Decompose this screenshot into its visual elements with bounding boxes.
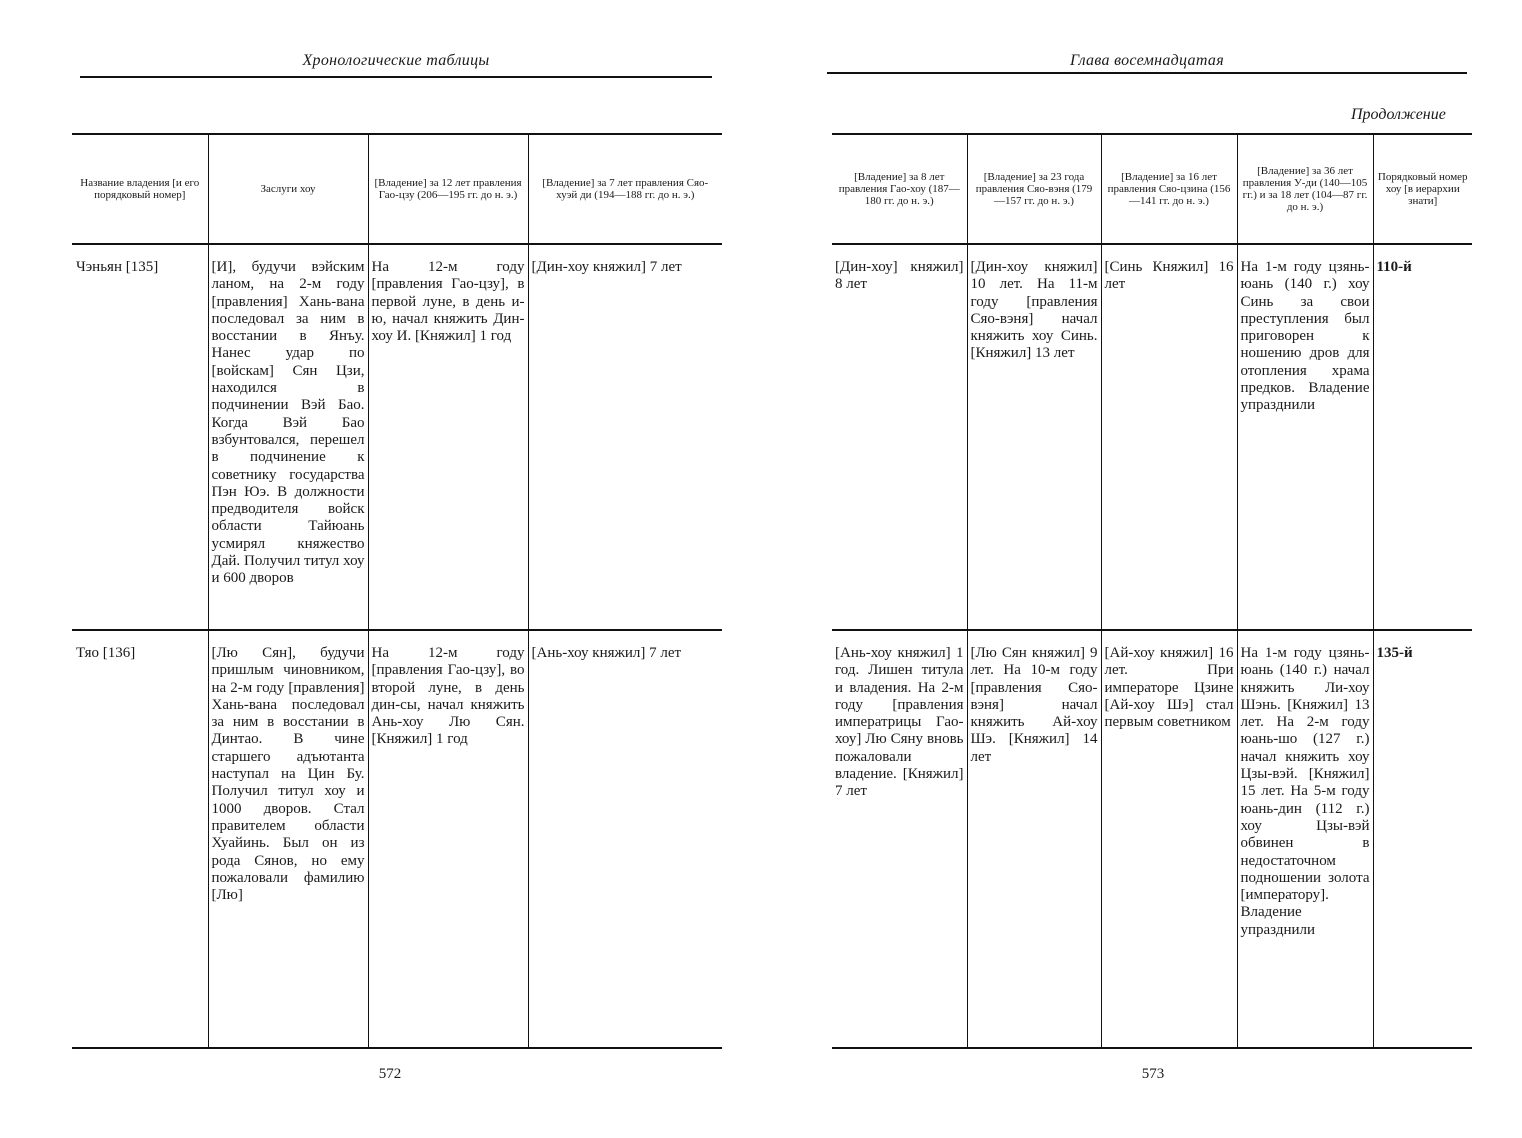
huidi-cell: [Ань-хоу княжил] 7 лет [528, 630, 722, 1048]
chronology-table [72, 133, 722, 1049]
table-header-row [832, 134, 1472, 244]
column-header: [Владение] за 36 лет правления У-ди (140—105 гг.) и за 18 лет (104—87 гг. до н. э.) [1237, 134, 1373, 244]
right-page [761, 0, 1522, 1138]
rank-cell: 135-й [1373, 630, 1472, 1048]
gaohou-cell: [Дин-хоу] княжил] 8 лет [832, 244, 967, 630]
column-header: Название владения [и его порядковый номер] [72, 134, 208, 244]
gaozu-cell: На 12-м году [правления Гао-цзу], во второй луне, в день дин-сы, начал княжить Ань-хоу Лю Сян. [Княжил] 1 год [368, 630, 528, 1048]
page-number: 573 [1141, 1066, 1165, 1082]
wudi-cell: На 1-м году цзянь-юань (140 г.) хоу Синь за свои преступления был приговорен к ношению дров для отопления храма предков. Владение упразднили [1237, 244, 1373, 630]
continued-label: Продолжение [1351, 106, 1446, 123]
jing-cell: [Синь Княжил] 16 лет [1101, 244, 1237, 630]
column-header: Заслуги хоу [208, 134, 368, 244]
gaohou-cell: [Ань-хоу княжил] 1 год. Лишен титула и владения. На 2-м году [правления императрицы Гао-хоу] Лю Сяну вновь пожаловали владение. [Княжил] 7 лет [832, 630, 967, 1048]
table-row [72, 630, 722, 1048]
table-header-row [72, 134, 722, 244]
wudi-cell: На 1-м году цзянь-юань (140 г.) начал княжить Ли-хоу Шэнь. [Княжил] 13 лет. На 2-м году юань-шо (127 г.) начал княжить хоу Цзы-вэй. [Княжил] 15 лет. На 5-м году юань-дин (112 г.) хоу Цзы-вэй обвинен в недостаточном подношении золота [императору]. Владение упразднили [1237, 630, 1373, 1048]
column-header: Порядковый номер хоу [в иерархии знати] [1373, 134, 1472, 244]
running-head: Глава восемнадцатая [1070, 52, 1224, 69]
header-rule [827, 72, 1467, 74]
column-header: [Владение] за 12 лет правления Гао-цзу (206—195 гг. до н. э.) [368, 134, 528, 244]
column-header: [Владение] за 16 лет правления Сяо-цзина (156—141 гг. до н. э.) [1101, 134, 1237, 244]
column-header: [Владение] за 7 лет правления Сяо-хуэй ди (194—188 гг. до н. э.) [528, 134, 722, 244]
table-row [832, 244, 1472, 630]
chronology-table [832, 133, 1472, 1049]
rank-cell: 110-й [1373, 244, 1472, 630]
merits-cell: [Лю Сян], будучи пришлым чиновником, на 2-м году [правления] Хань-вана последовал за ним в восстании в Динтао. В чине старшего адъютанта наступал на Цин Бу. Получил титул хоу и 1000 дворов. Стал правителем области Хуайинь. Был он из рода Сянов, но ему пожаловали фамилию [Лю] [208, 630, 368, 1048]
table-row [832, 630, 1472, 1048]
column-header: [Владение] за 8 лет правления Гао-хоу (187—180 гг. до н. э.) [832, 134, 967, 244]
fief-name-cell: Чэньян [135] [72, 244, 208, 630]
gaozu-cell: На 12-м году [правления Гао-цзу], в первой луне, в день и-ю, начал княжить Дин-хоу И. [Княжил] 1 год [368, 244, 528, 630]
running-head: Хронологические таблицы [302, 52, 490, 69]
page-number: 572 [378, 1066, 402, 1082]
fief-name-cell: Тяо [136] [72, 630, 208, 1048]
merits-cell: [И], будучи вэйским ланом, на 2-м году [правления] Хань-вана последовал за ним в восстании в Янъу. Нанес удар по [войскам] Сян Цзи, находился в подчинении Вэй Бао. Когда Вэй Бао взбунтовался, перешел в подчинение к советнику государства Пэн Юэ. В должности предводителя войск области Тайюань усмирял княжество Дай. Получил титул хоу и 600 дворов [208, 244, 368, 630]
wen-cell: [Дин-хоу княжил] 10 лет. На 11-м году [правления Сяо-вэня] начал княжить хоу Синь. [Княжил] 13 лет [967, 244, 1101, 630]
table-row [72, 244, 722, 630]
huidi-cell: [Дин-хоу княжил] 7 лет [528, 244, 722, 630]
wen-cell: [Лю Сян княжил] 9 лет. На 10-м году [правления Сяо-вэня] начал княжить Ай-хоу Шэ. [Княжил] 14 лет [967, 630, 1101, 1048]
header-rule [80, 76, 712, 78]
jing-cell: [Ай-хоу княжил] 16 лет. При императоре Цзине [Ай-хоу Шэ] стал первым советником [1101, 630, 1237, 1048]
column-header: [Владение] за 23 года правления Сяо-вэня (179—157 гг. до н. э.) [967, 134, 1101, 244]
